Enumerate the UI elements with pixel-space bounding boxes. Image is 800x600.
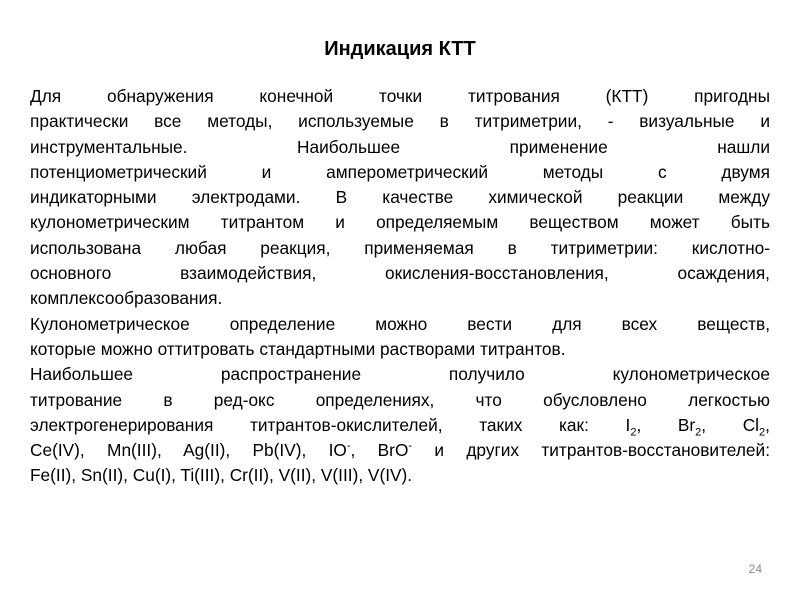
species-cl2: $Cl_2$, [742, 414, 770, 439]
text-line [30, 413, 770, 438]
species-br2: $Br_2$, [677, 414, 707, 439]
text-line: практически все методы, используемые в титриметрии, - визуальные и [30, 111, 770, 132]
text-line: Кулонометрическое определение можно вести для всех веществ, [30, 313, 770, 334]
species-bro: BrO- [377, 440, 413, 461]
text-line: Fe(II), Sn(II), Cu(I), Ti(III), Cr(II), V(II), V(III), V(IV). [30, 465, 413, 486]
text-line: комплексообразования. [30, 288, 223, 309]
text-line: индикаторными электродами. В качестве химической реакции между [30, 187, 770, 208]
text-fragment: и других титрантов-восстановителей: [434, 440, 770, 461]
text-line: основного взаимодействия, окисления-восстановления, осаждения, [30, 263, 770, 284]
text-line: Для обнаружения конечной точки титрования (КТТ) пригодны [30, 86, 770, 106]
text-line: потенциометрический и амперометрический методы с двумя [30, 161, 770, 182]
text-line: кулонометрическим титрантом и определяемым веществом может быть [30, 212, 770, 233]
species-pb: Pb(IV), [252, 440, 307, 461]
text-line: Наибольшее распространение получило кулонометрическое [30, 364, 770, 385]
species-io: IO-, [328, 440, 356, 461]
species-ce: Ce(IV), [30, 440, 85, 461]
text-line [30, 438, 770, 463]
species-i2: $I_2$, [625, 414, 642, 439]
slide-title: Индикация КТТ [324, 38, 476, 60]
text-fragment: электрогенерирования титрантов-окислителей, таких как: [30, 414, 589, 435]
text-line: которые можно оттитровать стандартными растворами титрантов. [30, 338, 566, 359]
text-line: использована любая реакция, применяемая в титриметрии: кислотно- [30, 237, 770, 258]
page-number: 24 [748, 562, 762, 576]
species-ag: Ag(II), [183, 440, 231, 461]
slide-body [30, 84, 770, 489]
text-line: титрование в ред-окс определениях, что обусловлено легкостью [30, 389, 770, 410]
species-mn: Mn(III), [107, 440, 162, 461]
text-line: инструментальные. Наибольшее применение нашли [30, 136, 770, 157]
